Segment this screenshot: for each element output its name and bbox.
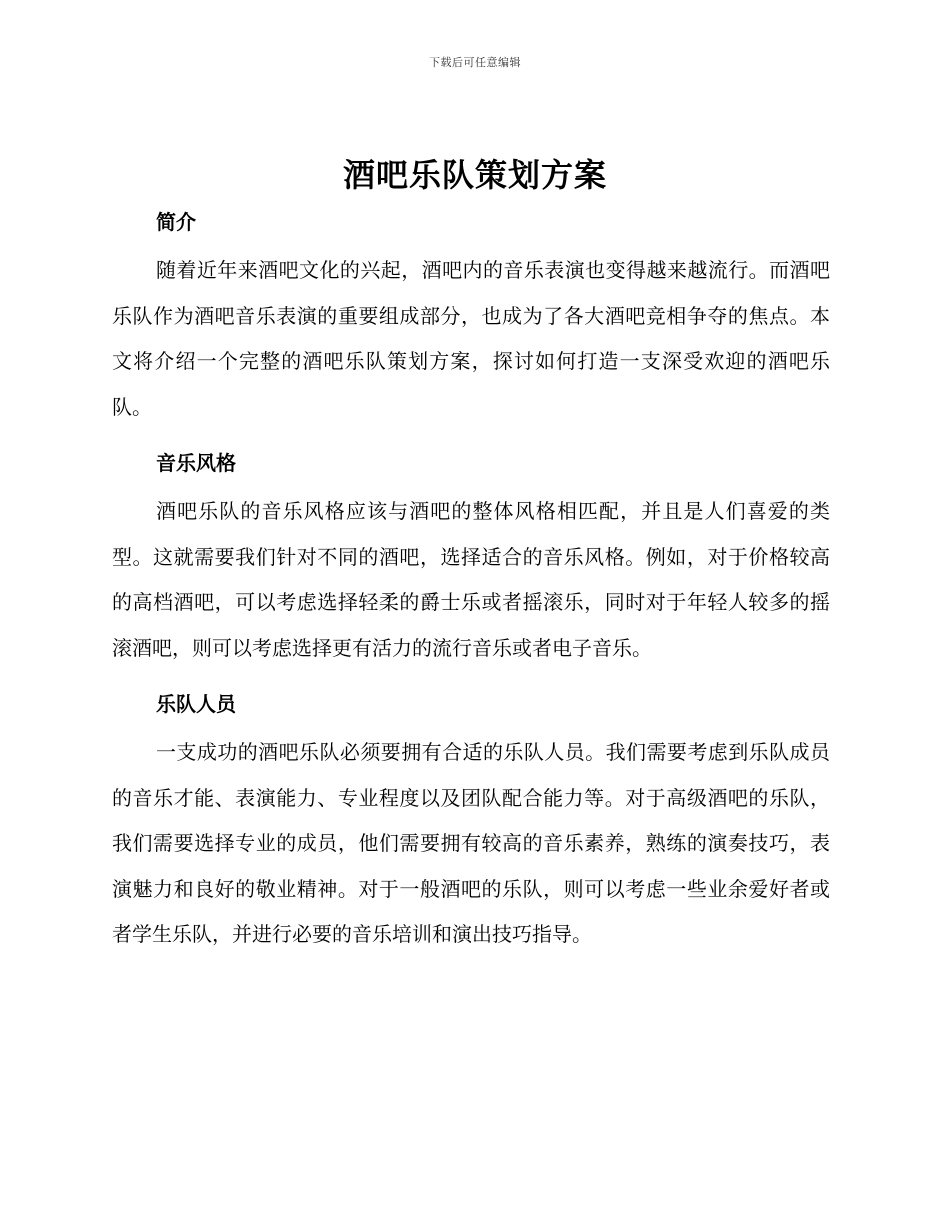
section-paragraph: 一支成功的酒吧乐队必须要拥有合适的乐队人员。我们需要考虑到乐队成员的音乐才能、表演能力、专业程度以及团队配合能力等。对于高级酒吧的乐队，我们需要选择专业的成员，他们需要拥有较高的音乐素养，熟练的演奏技巧，表演魅力和良好的敬业精神。对于一般酒吧的乐队，则可以考虑一些业余爱好者或者学生乐队，并进行必要的音乐培训和演出技巧指导。 [112,740,830,946]
section-band-members [112,685,830,958]
header-note: 下载后可任意编辑 [429,56,521,69]
section-paragraph: 随着近年来酒吧文化的兴起，酒吧内的音乐表演也变得越来越流行。而酒吧乐队作为酒吧音乐表演的重要组成部分，也成为了各大酒吧竞相争夺的焦点。本文将介绍一个完整的酒吧乐队策划方案，探讨如何打造一支深受欢迎的酒吧乐队。 [112,258,830,419]
section-heading: 简介 [156,210,196,234]
document-body [112,203,830,972]
document-title: 酒吧乐队策划方案 [342,156,607,194]
section-intro [112,203,830,430]
section-music-style [112,444,830,671]
section-heading: 乐队人员 [156,692,236,716]
section-paragraph: 酒吧乐队的音乐风格应该与酒吧的整体风格相匹配，并且是人们喜爱的类型。这就需要我们针对不同的酒吧，选择适合的音乐风格。例如，对于价格较高的高档酒吧，可以考虑选择轻柔的爵士乐或者摇滚乐，同时对于年轻人较多的摇滚酒吧，则可以考虑选择更有活力的流行音乐或者电子音乐。 [112,499,830,660]
section-heading: 音乐风格 [156,451,236,475]
